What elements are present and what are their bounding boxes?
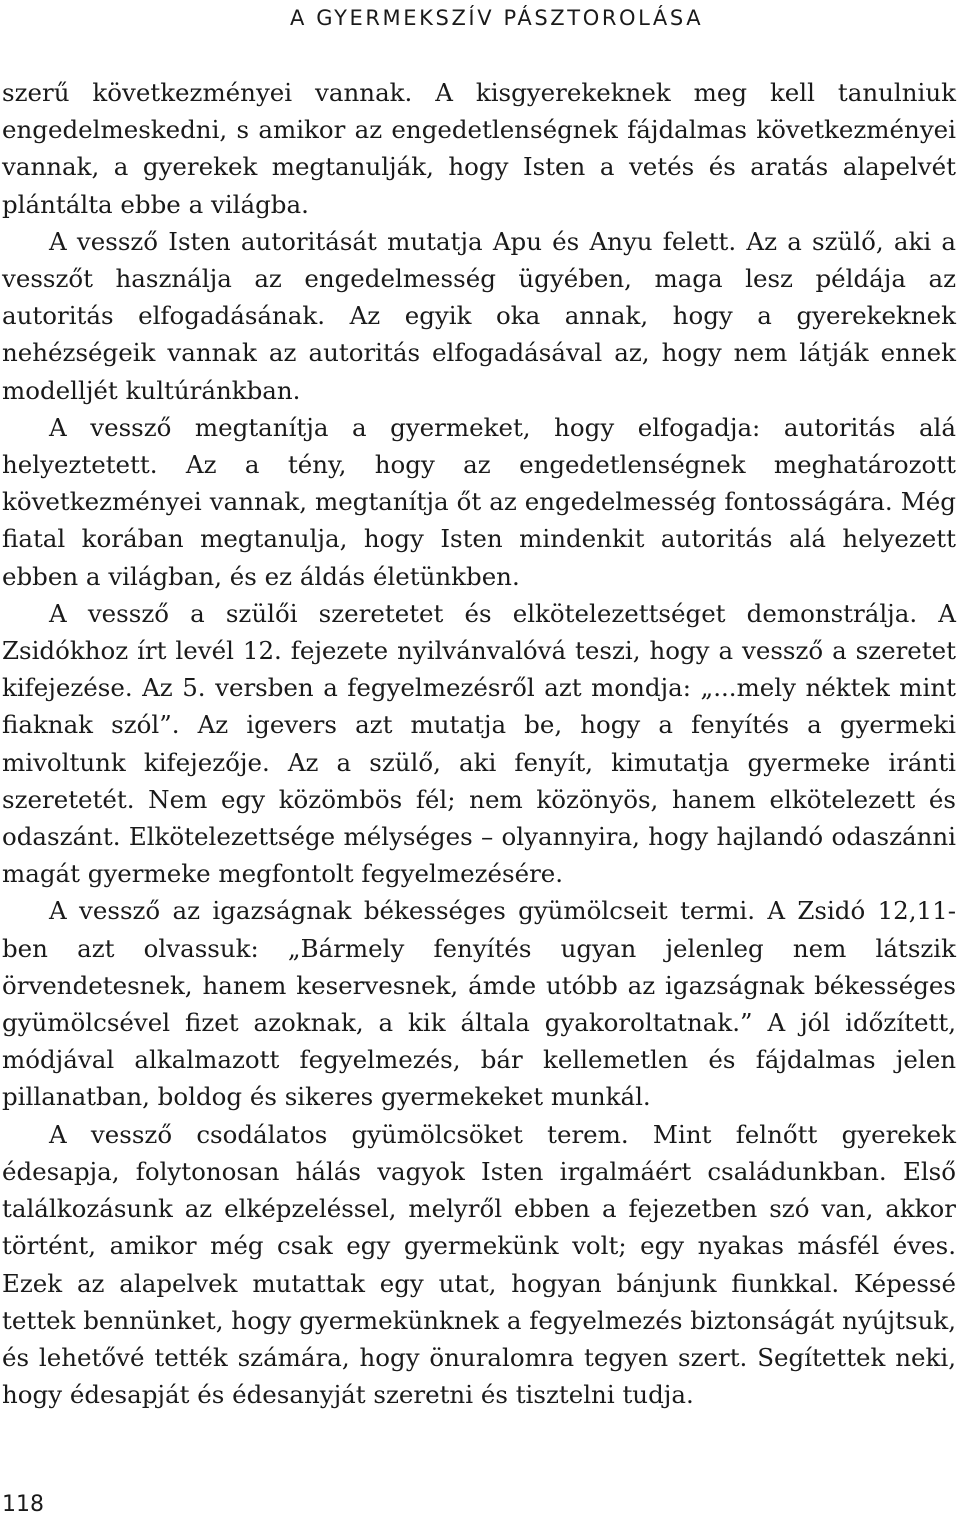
paragraph-authority-example: A vessző Isten autoritását mutatja Apu és Anyu felett. Az a szülő, aki a vesszőt használja az engedelmesség ügyében, maga lesz példája az autoritás elfogadásának. Az egyik oka annak, hogy a gyerekeknek nehézségeik vannak az autoritás elfogadásával az, hogy nem látják ennek modelljét kultúránkban.: [2, 226, 956, 405]
paragraph-under-authority: A vessző megtanítja a gyermeket, hogy elfogadja: autoritás alá helyeztetett. Az a tény, hogy az engedetlenségnek meghatározott következményei vannak, megtanítja őt az engedelmesség fontosságára. Még fiatal korában megtanulja, hogy Isten mindenkit autoritás alá helyezett ebben a világban, és ez áldás életünkben.: [2, 412, 956, 591]
paragraph-wonderful-fruit: A vessző csodálatos gyümölcsöket terem. Mint felnőtt gyerekek édesapja, folytonosan hálás vagyok Isten irgalmáért családunkban. Első találkozásunk az elképzeléssel, melyről ebben a fejezetben szó van, akkor történt, amikor még csak egy gyermekünk volt; egy nyakas másfél éves. Ezek az alapelvek mutattak egy utat, hogyan bánjunk fiunkkal. Képessé tettek bennünket, hogy gyermekünknek a fegyelmezés biztonságát nyújtsuk, és lehetővé tették számára, hogy önuralomra tegyen szert. Segítettek neki, hogy édesapját és édesanyját szeretni és tisztelni tudja.: [2, 1119, 956, 1410]
page-number: 118: [2, 1492, 44, 1517]
paragraph-continuation: szerű következményei vannak. A kisgyerekeknek meg kell tanulniuk engedelmeskedni, s amikor az engedetlenségnek fájdalmas következményei vannak, a gyerekek megtanulják, hogy Isten a vetés és aratás alapelvét plántálta ebbe a világba.: [2, 78, 956, 219]
body-text: [2, 74, 956, 1413]
paragraph-parental-love: A vessző a szülői szeretetet és elkötelezettséget demonstrálja. A Zsidókhoz írt levél 12. fejezete nyilvánvalóvá teszi, hogy a vessző a szeretet kifejezése. Az 5. versben a fegyelmezésről azt mondja: „...mely néktek mint fiaknak szól”. Az igevers azt mutatja be, hogy a fenyítés a gyermeki mivoltunk kifejezője. Az a szülő, aki fenyít, kimutatja gyermeke iránti szeretetét. Nem egy közömbös fél; nem közönyös, hanem elkötelezett és odaszánt. Elkötelezettsége mélységes – olyannyira, hogy hajlandó odaszánni magát gyermeke megfontolt fegyelmezésére.: [2, 598, 956, 889]
running-header: A GYERMEKSZÍV PÁSZTOROLÁSA: [290, 6, 704, 30]
paragraph-peaceful-fruit: A vessző az igazságnak békességes gyümölcseit termi. A Zsidó 12,11-ben azt olvassuk: „Bármely fenyítés ugyan jelenleg nem látszik örvendetesnek, hanem keservesnek, ámde utóbb az igazságnak békességes gyümölcsével fizet azoknak, a kik általa gyakoroltatnak.” A jól időzített, módjával alkalmazott fegyelmezés, bár kellemetlen és fájdalmas jelen pillanatban, boldog és sikeres gyermekeket munkál.: [2, 896, 956, 1112]
